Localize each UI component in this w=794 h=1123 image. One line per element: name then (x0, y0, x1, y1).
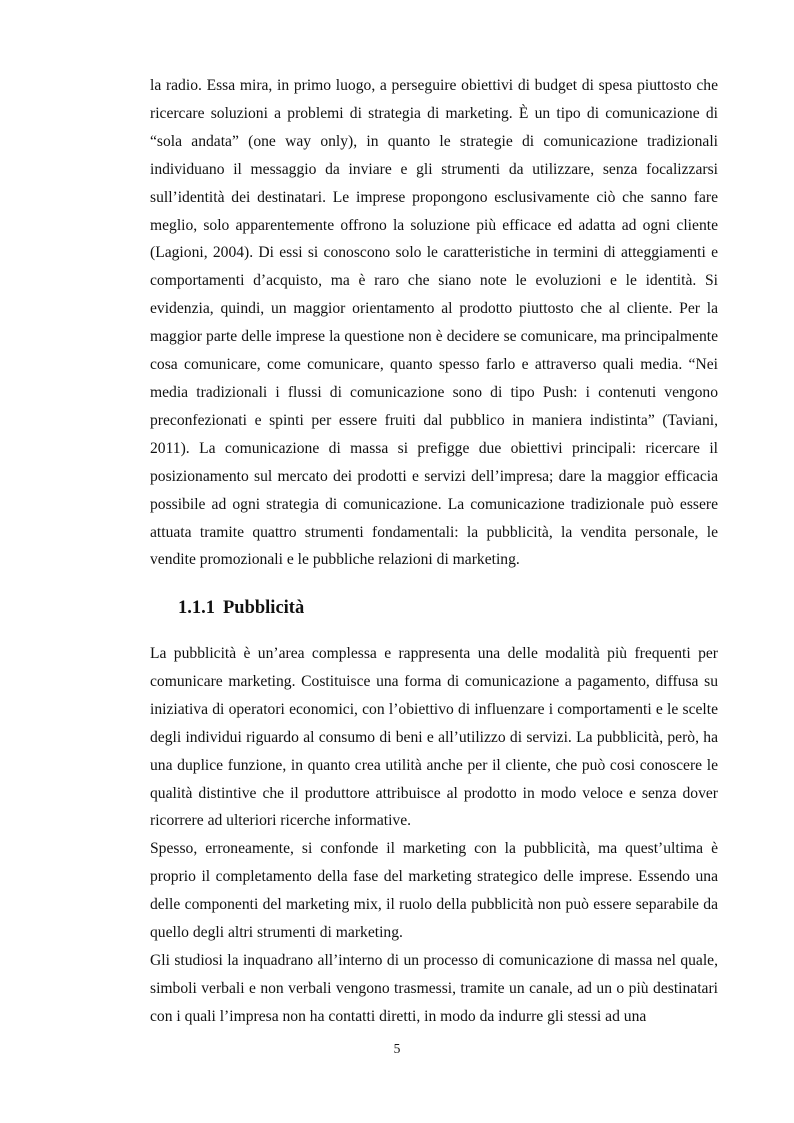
body-paragraph-studiosi: Gli studiosi la inquadrano all’interno di un processo di comunicazione di massa nel quale, simboli verbali e non verbali vengono trasmessi, tramite un canale, ad un o più destinatari con i quali l’impresa non ha contatti diretti, in modo da indurre gli stessi ad una (150, 951, 718, 1025)
body-paragraph-definition: La pubblicità è un’area complessa e rappresenta una delle modalità più frequenti per comunicare marketing. Costituisce una forma di comunicazione a pagamento, diffusa su iniziativa di operatori economici, con l’obiettivo di influenzare i comportamenti e le scelte degli individui riguardo al consumo di beni e all’utilizzo di servizi. La pubblicità, però, ha una duplice funzione, in quanto crea utilità anche per il cliente, che può cosi conoscere le qualità distintive che il produttore attribuisce al prodotto in modo veloce e senza dover ricorrere ad ulteriori ricerche informative. (150, 645, 718, 830)
section-heading (178, 594, 304, 622)
section-title: Pubblicità (223, 598, 305, 618)
page-number: 5 (393, 1041, 401, 1056)
section-number: 1.1.1 (178, 598, 215, 618)
body-paragraph-intro: la radio. Essa mira, in primo luogo, a perseguire obiettivi di budget di spesa piuttosto che ricercare soluzioni a problemi di strategia di marketing. È un tipo di comunicazione di “sola andata” (one way only), in quanto le strategie di comunicazione tradizionali individuano il messaggio da inviare e gli strumenti da utilizzare, senza focalizzarsi sull’identità dei destinatari. Le imprese propongono esclusivamente ciò che sanno fare meglio, solo apparentemente offrono la soluzione più efficace ed adatta ad ogni cliente (Lagioni, 2004). Di essi si conoscono solo le caratteristiche in termini di atteggiamenti e comportamenti d’acquisto, ma è raro che siano note le evoluzioni e le identità. Si evidenzia, quindi, un maggior orientamento al prodotto piuttosto che al cliente. Per la maggior parte delle imprese la questione non è decidere se comunicare, ma principalmente cosa comunicare, come comunicare, quanto spesso farlo e attraverso quali media. “Nei media tradizionali i flussi di comunicazione sono di tipo Push: i contenuti vengono preconfezionati e spinti per essere fruiti dal pubblico in maniera indistinta” (Taviani, 2011). La comunicazione di massa si prefigge due obiettivi principali: ricercare il posizionamento sul mercato dei prodotti e servizi dell’impresa; dare la maggior efficacia possibile ad ogni strategia di comunicazione. La comunicazione tradizionale può essere attuata tramite quattro strumenti fondamentali: la pubblicità, la vendita personale, le vendite promozionali e le pubbliche relazioni di marketing. (150, 77, 718, 569)
section-body (150, 640, 718, 1031)
body-paragraph-spesso: Spesso, erroneamente, si confonde il marketing con la pubblicità, ma quest’ultima è proprio il completamento della fase del marketing strategico delle imprese. Essendo una delle componenti del marketing mix, il ruolo della pubblicità non può essere separabile da quello degli altri strumenti di marketing. (150, 840, 718, 942)
